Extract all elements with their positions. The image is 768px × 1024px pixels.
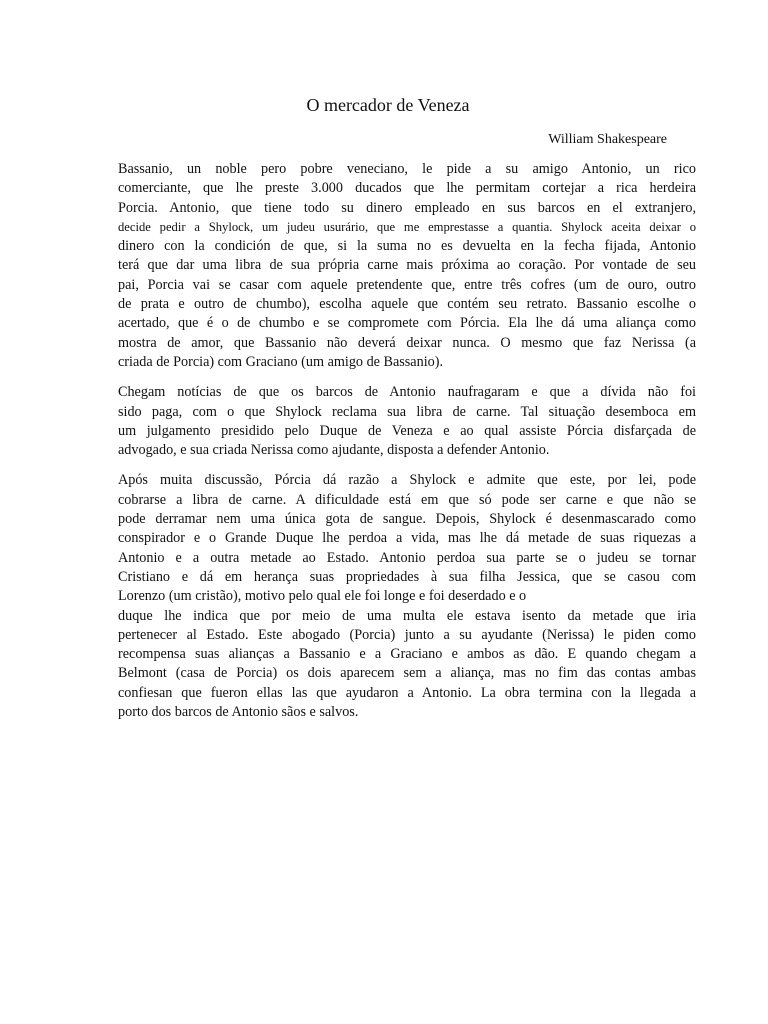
document-title: O mercador de Veneza	[306, 95, 470, 115]
text-line: confiesan que fueron ellas las que ayudaron a Antonio. La obra termina con la llegada a	[118, 684, 696, 701]
text-line: recompensa suas alianças a Bassanio e a Graciano e ambos as dão. E quando chegam a	[118, 646, 696, 663]
text-line: de prata e outro de chumbo), escolha aquele que contém seu retrato. Bassanio escolhe o	[118, 296, 696, 313]
document-body	[118, 160, 696, 733]
text-line: Cristiano e dá em herança suas propriedades à sua filha Jessica, que se casou com	[118, 568, 696, 585]
text-line: terá que dar uma libra de sua própria carne mais próxima ao coração. Por vontade de seu	[118, 257, 696, 274]
text-line: Bassanio, un noble pero pobre veneciano, le pide a su amigo Antonio, un rico	[118, 161, 696, 177]
text-line: porto dos barcos de Antonio sãos e salvos.	[118, 704, 359, 721]
text-line: Porcia. Antonio, que tiene todo su dinero empleado en sus barcos en el extranjero,	[118, 199, 696, 216]
text-line: advogado, e sua criada Nerissa como ajudante, disposta a defender Antonio.	[118, 442, 550, 459]
text-line: duque lhe indica que por meio de uma multa ele estava isento da metade que iria	[118, 607, 696, 624]
text-line: Antonio e a outra metade ao Estado. Antonio perdoa sua parte se o judeu se tornar	[118, 549, 696, 566]
text-line: Lorenzo (um cristão), motivo pelo qual ele foi longe e foi deserdado e o	[118, 588, 527, 605]
text-line: criada de Porcia) com Graciano (um amigo de Bassanio).	[118, 353, 444, 370]
text-line: Chegam notícias de que os barcos de Antonio naufragaram e que a dívida não foi	[118, 384, 696, 401]
paragraph	[118, 383, 696, 460]
text-line: dinero con la condición de que, si la suma no es devuelta en la fecha fijada, Antonio	[118, 238, 696, 255]
text-line: pai, Porcia vai se casar com aquele pretendente que, entre três cofres (um de ouro, outro	[118, 276, 696, 293]
text-line: comerciante, que lhe preste 3.000 ducados que lhe permitam cortejar a rica herdeira	[118, 180, 696, 197]
text-line: pode derramar nem uma única gota de sangue. Depois, Shylock é desenmascarado como	[118, 511, 696, 528]
author-name: William Shakespeare	[548, 132, 667, 147]
paragraph	[118, 471, 696, 722]
text-line: pertenecer al Estado. Este abogado (Porcia) junto a su ayudante (Nerissa) le piden como	[118, 626, 696, 643]
text-line: um julgamento presidido pelo Duque de Veneza e ao qual assiste Pórcia disfarçada de	[118, 422, 696, 439]
text-line: conspirador e o Grande Duque lhe perdoa a vida, mas lhe dá metade de suas riquezas a	[118, 530, 696, 547]
text-line: sido paga, com o que Shylock reclama sua libra de carne. Tal situação desemboca em	[118, 403, 696, 420]
text-line: mostra de amor, que Bassanio não deverá deixar nunca. O mesmo que faz Nerissa (a	[118, 334, 696, 351]
text-line: cobrarse a libra de carne. A dificuldade está em que só pode ser carne e que não se	[118, 491, 696, 508]
text-line: decide pedir a Shylock, um judeu usurário, que me emprestasse a quantia. Shylock aceita deixar o	[118, 219, 696, 234]
text-line: acertado, que é o de chumbo e se compromete com Pórcia. Ela lhe dá uma aliança como	[118, 315, 696, 332]
paragraph	[118, 160, 696, 372]
text-line: Belmont (casa de Porcia) os dois aparecem sem a aliança, mas no fim das contas ambas	[118, 665, 696, 682]
text-line: Após muita discussão, Pórcia dá razão a Shylock e admite que este, por lei, pode	[118, 472, 696, 489]
